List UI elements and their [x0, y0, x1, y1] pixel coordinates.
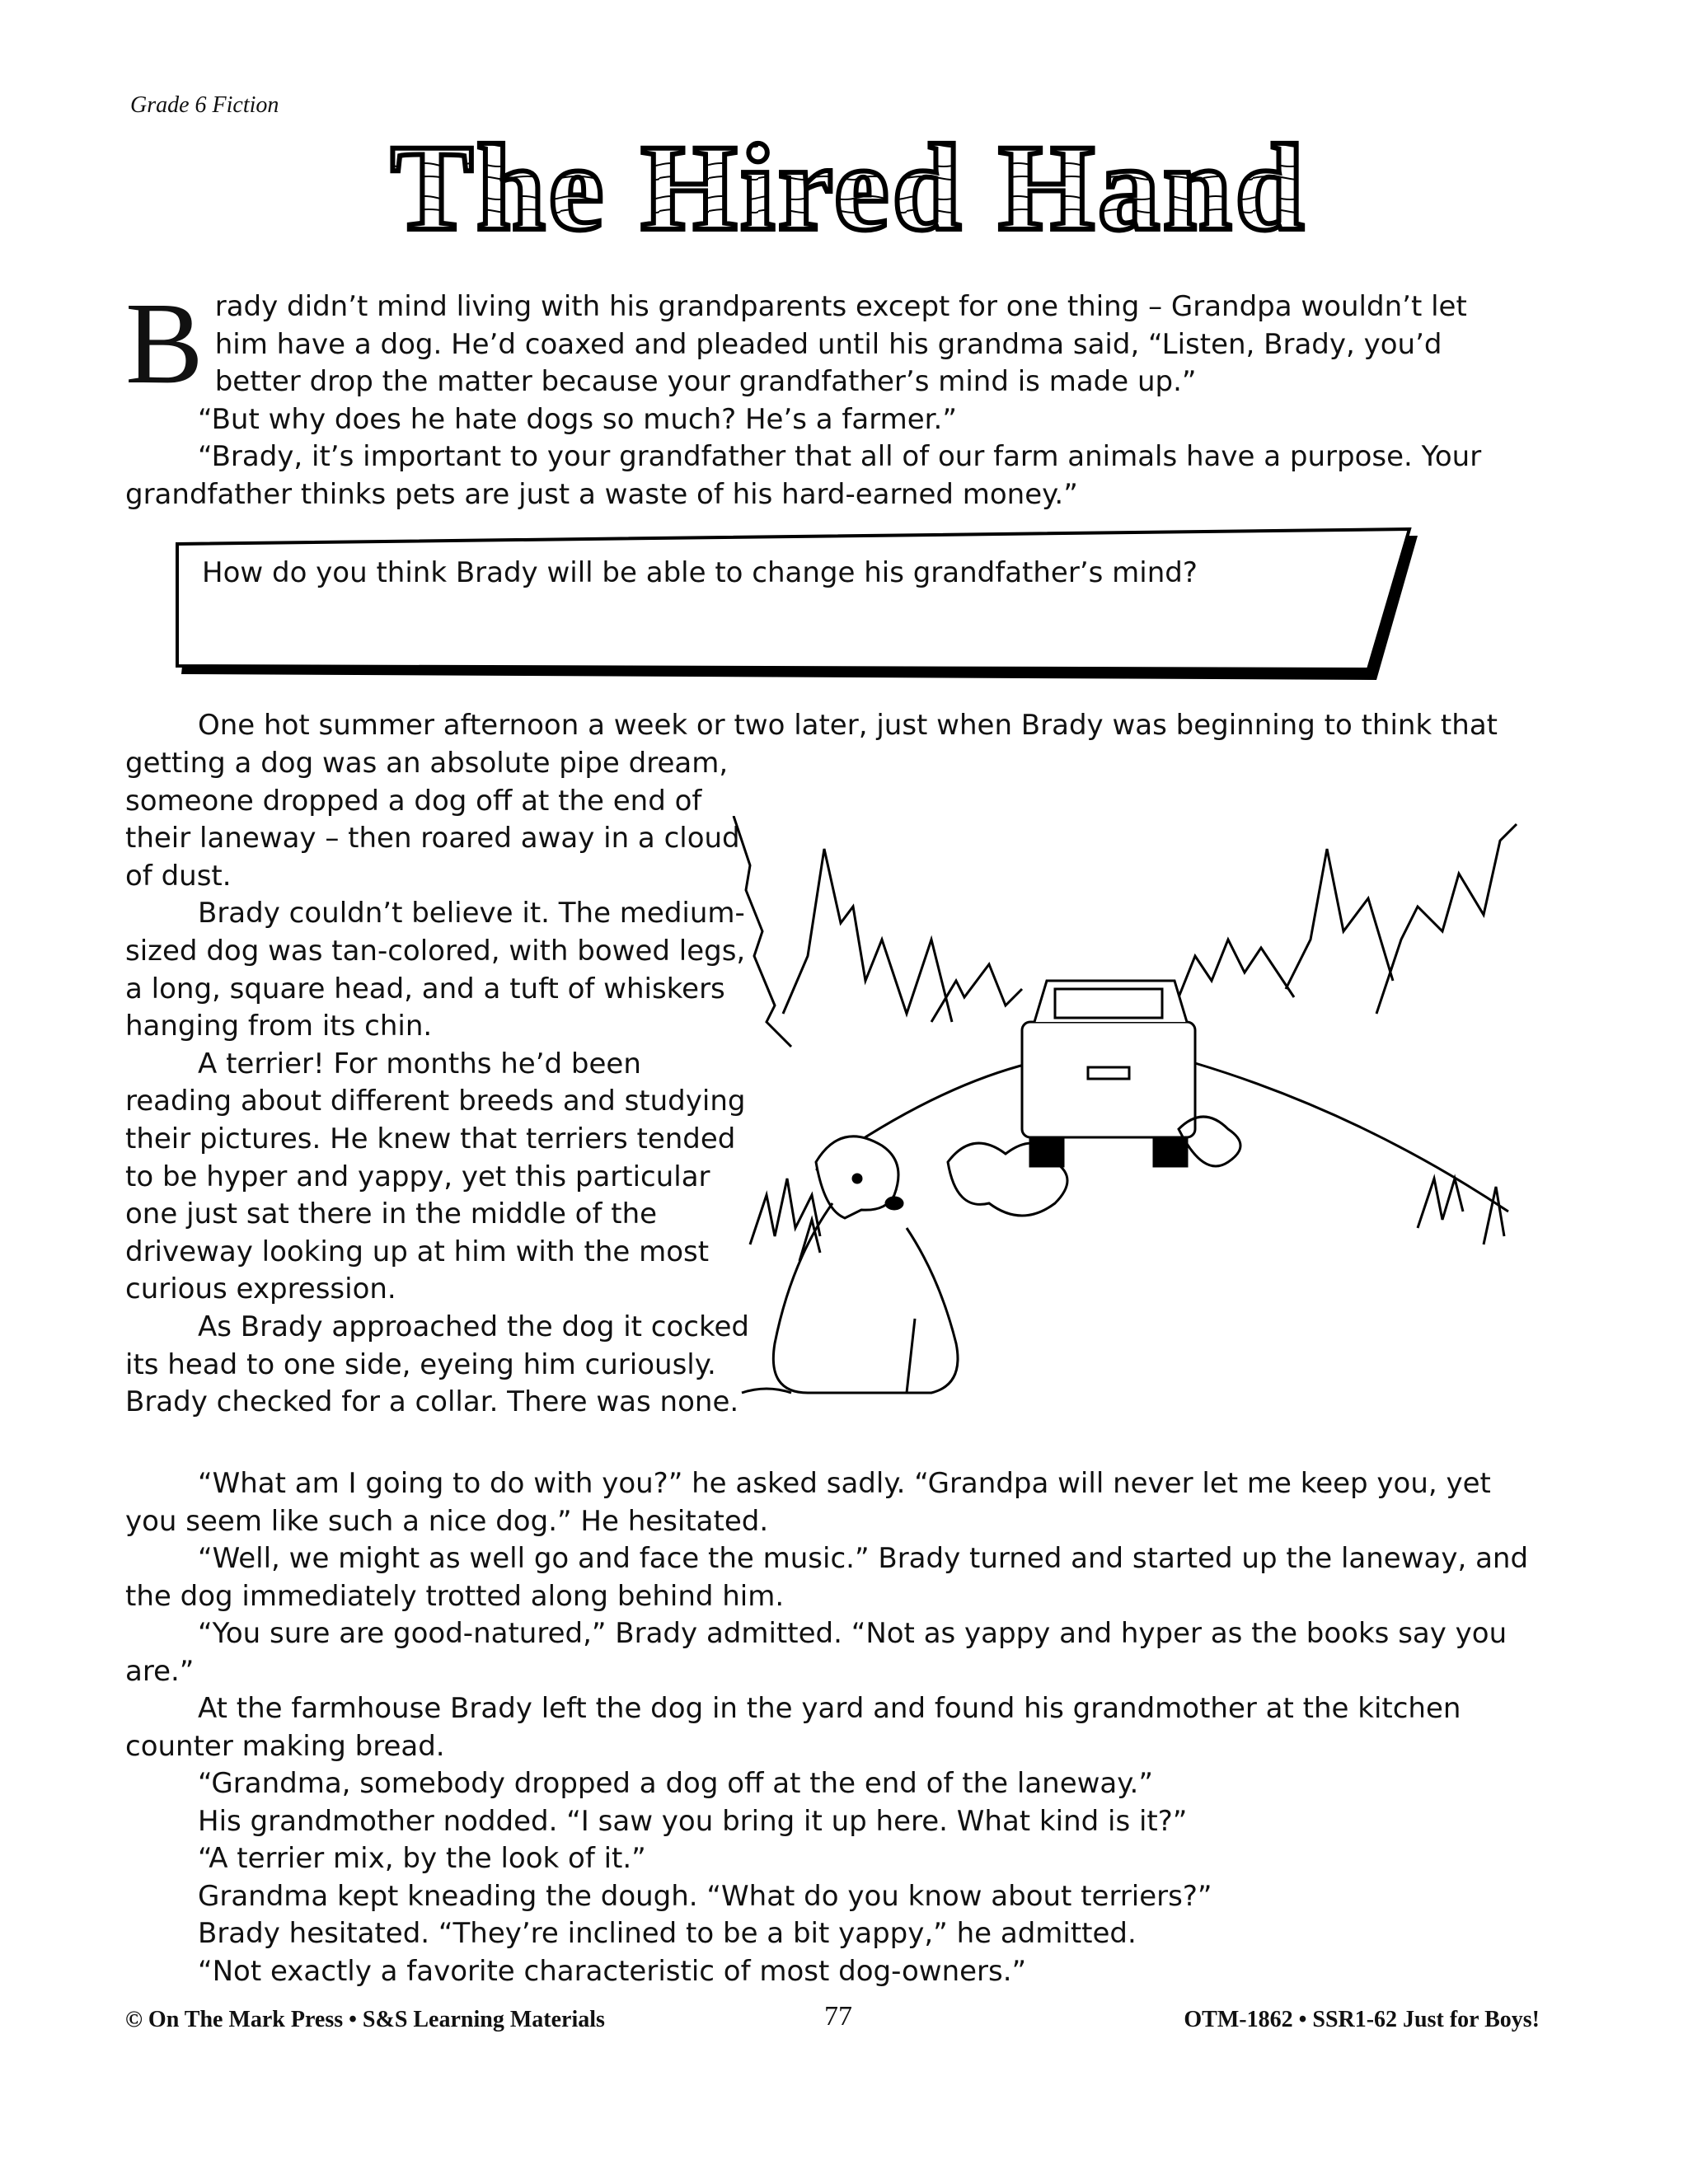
- tree-mid: [783, 849, 952, 1022]
- footer-product-code: OTM-1862 • SSR1-62 Just for Boys!: [1184, 2007, 1540, 2032]
- farmhouse-paragraph: At the farmhouse Brady left the dog in the yard and found his grandmother at the kitchen counter making bread.: [125, 1692, 1461, 1763]
- hesitated-paragraph: Brady hesitated. “They’re inclined to be a bit yappy,” he admitted.: [198, 1917, 1137, 1950]
- drop-cap: B: [125, 278, 204, 408]
- approached-paragraph: As Brady approached the dog it cocked its head to one side, eyeing him curiously. Brady checked for a collar. There was none.: [125, 1310, 749, 1419]
- sure-paragraph: “You sure are good-natured,” Brady admitted. “Not as yappy and hyper as the books say you are.”: [125, 1617, 1507, 1688]
- truck-icon: [1022, 981, 1195, 1166]
- question-prompt: How do you think Brady will be able to change his grandfather’s mind?: [202, 556, 1198, 589]
- grandma-paragraph: “Grandma, somebody dropped a dog off at the end of the laneway.”: [198, 1767, 1153, 1800]
- story-tail: [125, 1465, 1543, 1990]
- nodded-paragraph: His grandmother nodded. “I saw you bring it up here. What kind is it?”: [198, 1804, 1188, 1838]
- dust-cloud: [948, 1143, 1067, 1216]
- question-box: [173, 527, 1426, 684]
- wrapped-column: [125, 745, 752, 1422]
- dog-truck-illustration: [717, 816, 1550, 1409]
- afternoon-cont: getting a dog was an absolute pipe dream, someone dropped a dog off at the end of their laneway – then roared away in a cloud of dust.: [125, 747, 740, 893]
- intro-p3: “Brady, it’s important to your grandfather that all of our farm animals have a purpose. Your grandfather thinks pets are just a waste of his hard-earned money.”: [125, 440, 1482, 511]
- terrier-paragraph: A terrier! For months he’d been reading about different breeds and studying their pictures. He knew that terriers tended to be hyper and yappy, yet this particular one just sat there in the middle of the driveway looking up at him with the most curious expression.: [125, 1047, 746, 1306]
- grade-label: Grade 6 Fiction: [130, 92, 279, 118]
- page-number: 77: [824, 2001, 852, 2032]
- dog-icon: [742, 1137, 958, 1393]
- footer-publisher: © On The Mark Press • S&S Learning Materials: [125, 2007, 605, 2032]
- well-paragraph: “Well, we might as well go and face the music.” Brady turned and started up the laneway, and the dog immediately trotted along behind him.: [125, 1542, 1529, 1613]
- intro-paragraph: [125, 278, 1526, 513]
- afternoon-line: One hot summer afternoon a week or two later, just when Brady was beginning to think that: [198, 709, 1498, 742]
- title-text: The Hired Hand: [391, 122, 1307, 256]
- couldnt-paragraph: Brady couldn’t believe it. The medium-sized dog was tan-colored, with bowed legs, a long, square head, and a tuft of whiskers hanging from its chin.: [125, 897, 746, 1043]
- mix-paragraph: “A terrier mix, by the look of it.”: [198, 1842, 646, 1875]
- tree-right2: [1286, 849, 1393, 989]
- tree-right1: [1179, 940, 1294, 997]
- grass-right: [1418, 1179, 1504, 1244]
- intro-p2: “But why does he hate dogs so much? He’s a farmer.”: [198, 402, 957, 436]
- tree-right3: [1376, 824, 1517, 1014]
- grass-left: [750, 1179, 820, 1261]
- not-paragraph: “Not exactly a favorite characteristic of most dog-owners.”: [198, 1954, 1027, 1988]
- kneading-paragraph: Grandma kept kneading the dough. “What do you know about terriers?”: [198, 1879, 1212, 1913]
- what-paragraph: “What am I going to do with you?” he asked sadly. “Grandpa will never let me keep you, yet you seem like such a nice dog.” He hesitated.: [125, 1467, 1491, 1538]
- title-heading: [313, 122, 1385, 279]
- intro-text: rady didn’t mind living with his grandparents except for one thing – Grandpa wouldn’t let him have a dog. He’d coaxed and pleaded until his grandma said, “Listen, Brady, you’d better drop the matter because your grandfather’s mind is made up.”: [214, 290, 1467, 398]
- road-right-edge: [1195, 1063, 1508, 1212]
